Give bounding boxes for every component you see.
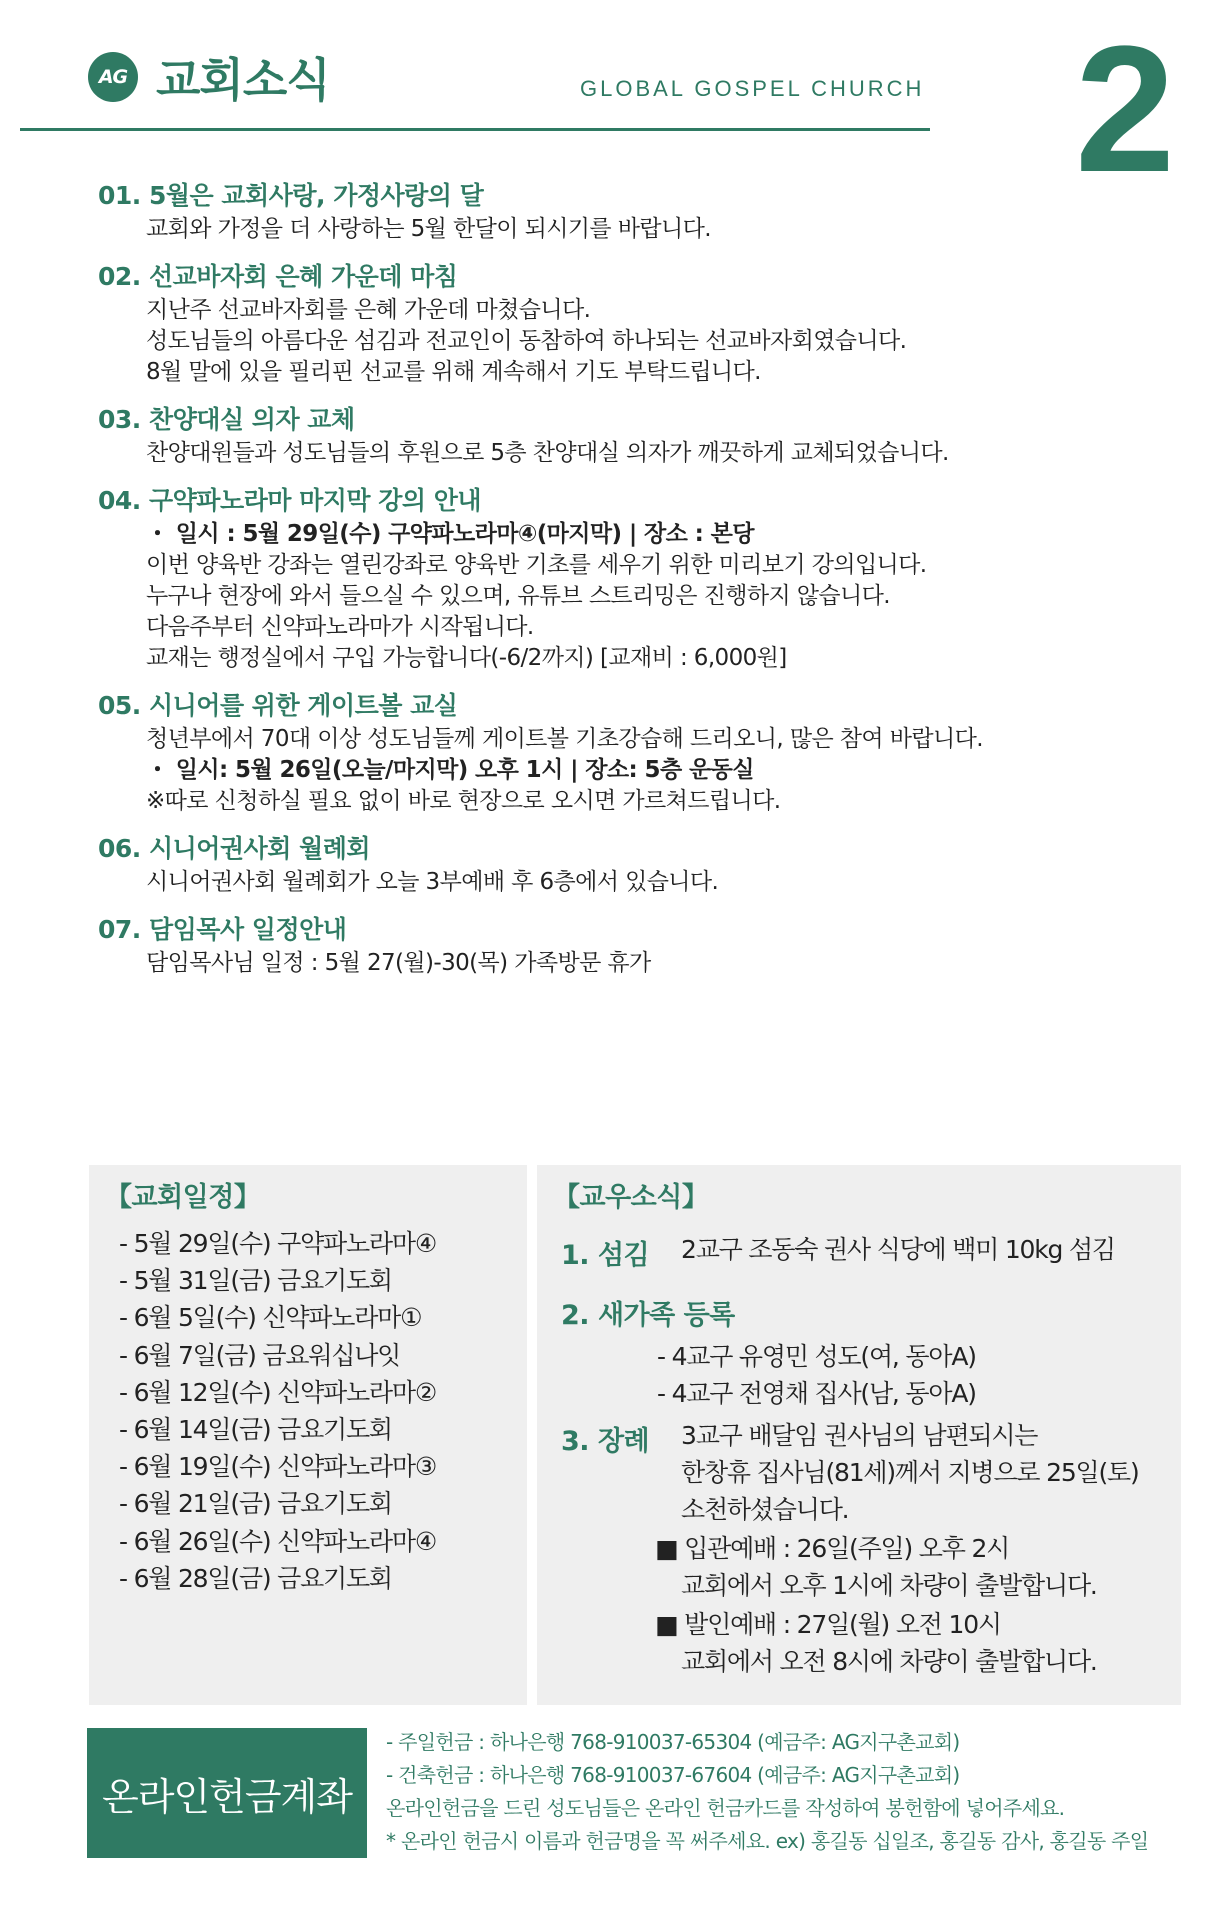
notice-text: 누구나 현장에 와서 들으실 수 있으며, 유튜브 스트리밍은 진행하지 않습니다. xyxy=(146,583,890,609)
funeral-service-note: 교회에서 오전 8시에 차량이 출발합니다. xyxy=(681,1647,1097,1676)
page-title: 교회소식 xyxy=(156,53,330,107)
members-news-box xyxy=(537,1165,1181,1705)
page-number: 2 xyxy=(1075,9,1176,210)
funeral-heading: 3. 장례 xyxy=(561,1426,650,1457)
schedule-item: - 6월 28일(금) 금요기도회 xyxy=(119,1563,392,1593)
service-heading: 1. 섬김 xyxy=(561,1240,650,1271)
church-logo xyxy=(88,52,138,102)
funeral-text: 3교구 배달임 권사님의 남편되시는 xyxy=(681,1421,1038,1450)
notice-text: 교재는 행정실에서 구입 가능합니다(-6/2까지) [교재비 : 6,000원] xyxy=(146,645,787,671)
schedule-item: - 6월 5일(수) 신약파노라마① xyxy=(119,1303,422,1333)
notice-item xyxy=(98,688,1158,817)
offering-account-line: - 주일헌금 : 하나은행 768-910037-65304 (예금주: AG지구촌교회) xyxy=(386,1730,960,1754)
offering-note: 온라인헌금을 드린 성도님들은 온라인 헌금카드를 작성하여 봉헌함에 넣어주세요. xyxy=(386,1796,1065,1820)
schedule-item: - 6월 7일(금) 금요워십나잇 xyxy=(119,1340,401,1370)
schedule-title: 【교회일정】 xyxy=(105,1182,261,1213)
notice-item xyxy=(98,831,1158,898)
notice-text: 시니어권사회 월례회가 오늘 3부예배 후 6층에서 있습니다. xyxy=(146,869,719,895)
notice-title: 04. 구약파노라마 마지막 강의 안내 xyxy=(98,486,482,515)
online-offering-info xyxy=(386,1726,1148,1858)
offering-note: * 온라인 헌금시 이름과 헌금명을 꼭 써주세요. ex) 홍길동 십일조, 홍길동 감사, 홍길동 주일 xyxy=(386,1829,1149,1853)
church-name: GLOBAL GOSPEL CHURCH xyxy=(580,76,925,101)
service-text: 2교구 조동숙 권사 식당에 백미 10kg 섬김 xyxy=(681,1235,1115,1264)
notice-text: ※따로 신청하실 필요 없이 바로 현장으로 오시면 가르쳐드립니다. xyxy=(146,788,781,814)
notice-item xyxy=(98,178,1158,245)
members-news-title: 【교우소식】 xyxy=(553,1182,709,1213)
funeral-service-note: 교회에서 오후 1시에 차량이 출발합니다. xyxy=(681,1571,1097,1600)
notice-text: 청년부에서 70대 이상 성도님들께 게이트볼 기초강습해 드리오니, 많은 참여 바랍니다. xyxy=(146,726,983,752)
notice-item xyxy=(98,912,1158,979)
notice-title: 01. 5월은 교회사랑, 가정사랑의 달 xyxy=(98,181,484,210)
funeral-service-item: ■ 입관예배 : 26일(주일) 오후 2시 xyxy=(655,1534,1010,1563)
notice-text: 찬양대원들과 성도님들의 후원으로 5층 찬양대실 의자가 깨끗하게 교체되었습니다. xyxy=(146,440,949,466)
notice-title: 02. 선교바자회 은혜 가운데 마침 xyxy=(98,262,458,291)
notice-text: 교회와 가정을 더 사랑하는 5월 한달이 되시기를 바랍니다. xyxy=(146,216,711,242)
new-family-heading: 2. 새가족 등록 xyxy=(561,1300,735,1331)
schedule-item: - 6월 19일(수) 신약파노라마③ xyxy=(119,1452,437,1482)
notice-item xyxy=(98,402,1158,469)
notice-text: 8월 말에 있을 필리핀 선교를 위해 계속해서 기도 부탁드립니다. xyxy=(146,359,761,385)
notice-title: 03. 찬양대실 의자 교체 xyxy=(98,405,355,434)
church-schedule-box xyxy=(89,1165,527,1705)
notice-item xyxy=(98,483,1158,674)
notice-item xyxy=(98,259,1158,388)
schedule-item: - 6월 12일(수) 신약파노라마② xyxy=(119,1377,437,1407)
notice-text: 담임목사님 일정 : 5월 27(월)-30(목) 가족방문 휴가 xyxy=(146,950,651,976)
schedule-item: - 6월 21일(금) 금요기도회 xyxy=(119,1489,392,1519)
notice-schedule-line: ・ 일시 : 5월 29일(수) 구약파노라마④(마지막) | 장소 : 본당 xyxy=(146,521,754,547)
notice-schedule-line: ・ 일시: 5월 26일(오늘/마지막) 오후 1시 | 장소: 5층 운동실 xyxy=(146,757,754,783)
offering-account-line: - 건축헌금 : 하나은행 768-910037-67604 (예금주: AG지구촌교회) xyxy=(386,1763,960,1787)
schedule-item: - 6월 14일(금) 금요기도회 xyxy=(119,1415,392,1445)
funeral-text: 소천하셨습니다. xyxy=(681,1495,849,1524)
schedule-item: - 6월 26일(수) 신약파노라마④ xyxy=(119,1526,437,1556)
notice-title: 05. 시니어를 위한 게이트볼 교실 xyxy=(98,691,458,720)
funeral-text: 한창휴 집사님(81세)께서 지병으로 25일(토) xyxy=(681,1458,1139,1487)
schedule-item: - 5월 29일(수) 구약파노라마④ xyxy=(119,1229,437,1258)
funeral-service-item: ■ 발인예배 : 27일(월) 오전 10시 xyxy=(655,1610,1001,1639)
notice-title: 07. 담임목사 일정안내 xyxy=(98,915,347,944)
notice-text: 성도님들의 아름다운 섬김과 전교인이 동참하여 하나되는 선교바자회였습니다. xyxy=(146,328,907,354)
notice-text: 지난주 선교바자회를 은혜 가운데 마쳤습니다. xyxy=(146,297,591,323)
new-family-item: - 4교구 유영민 성도(여, 동아A) xyxy=(657,1342,976,1371)
schedule-list xyxy=(119,1225,436,1597)
notice-text: 이번 양육반 강좌는 열린강좌로 양육반 기초를 세우기 위한 미리보기 강의입니다. xyxy=(146,552,927,578)
logo-text: AG xyxy=(98,66,128,88)
schedule-item: - 5월 31일(금) 금요기도회 xyxy=(119,1266,392,1296)
new-family-item: - 4교구 전영채 집사(남, 동아A) xyxy=(657,1379,976,1408)
notice-text: 다음주부터 신약파노라마가 시작됩니다. xyxy=(146,614,534,640)
notice-list xyxy=(98,178,1158,993)
header-divider xyxy=(20,128,930,131)
notice-title: 06. 시니어권사회 월례회 xyxy=(98,834,371,863)
online-offering-label: 온라인헌금계좌 xyxy=(87,1728,367,1858)
